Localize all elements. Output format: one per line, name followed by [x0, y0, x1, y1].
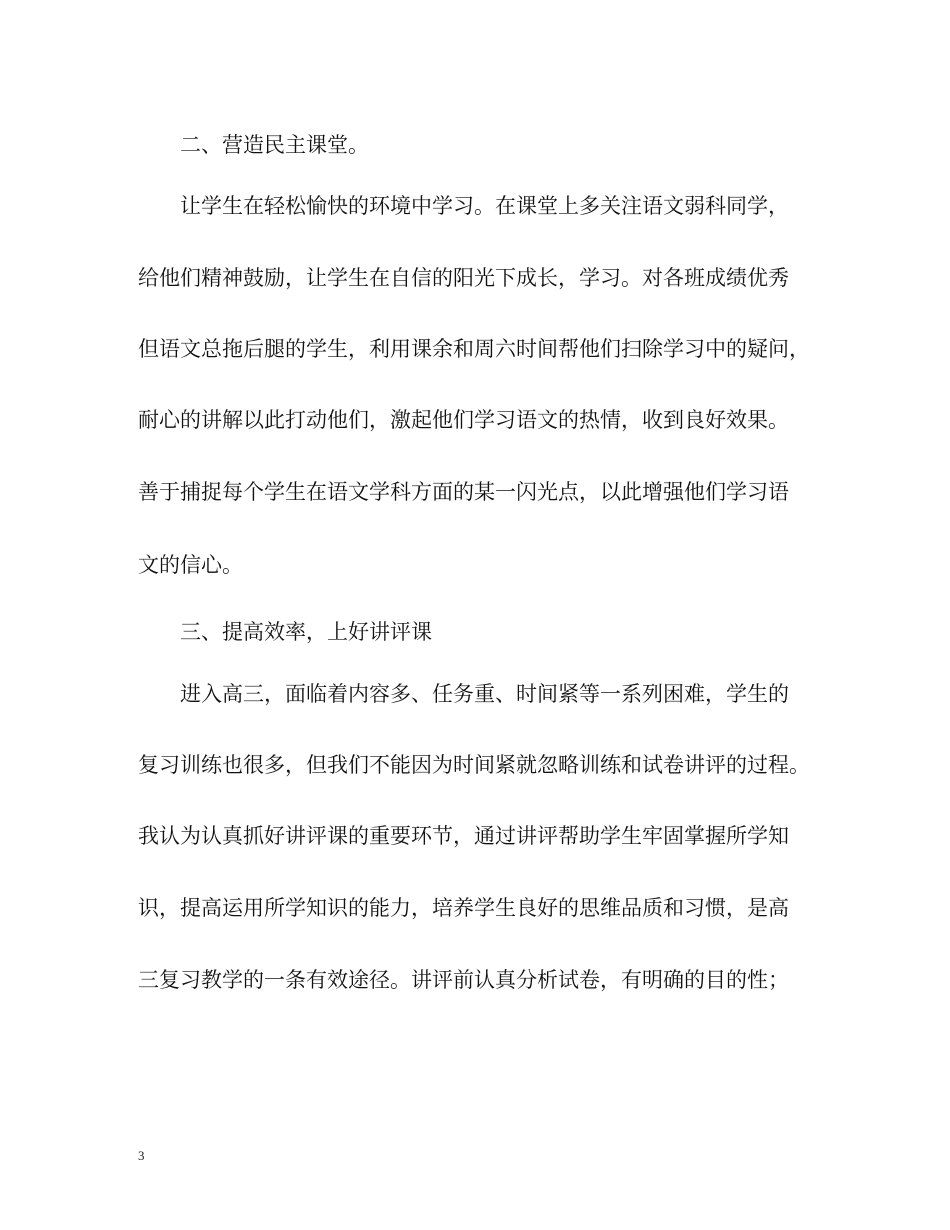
page-number: 3 — [138, 1148, 145, 1163]
paragraph-line: 文的信心。 — [138, 553, 243, 577]
paragraph-line: 三复习教学的一条有效途径。讲评前认真分析试卷，有明确的目的性； — [138, 968, 789, 992]
paragraph-line: 进入高三，面临着内容多、任务重、时间紧等一系列困难，学生的 — [180, 682, 789, 706]
paragraph-line: 我认为认真抓好讲评课的重要环节，通过讲评帮助学生牢固掌握所学知 — [138, 824, 789, 848]
paragraph-line: 给他们精神鼓励，让学生在自信的阳光下成长，学习。对各班成绩优秀 — [138, 266, 789, 290]
paragraph-line: 但语文总拖后腿的学生，利用课余和周六时间帮他们扫除学习中的疑问， — [138, 337, 810, 361]
paragraph-line: 复习训练也很多，但我们不能因为时间紧就忽略训练和试卷讲评的过程。 — [138, 753, 810, 777]
paragraph-line: 识，提高运用所学知识的能力，培养学生良好的思维品质和习惯，是高 — [138, 896, 789, 920]
paragraph-line: 耐心的讲解以此打动他们，激起他们学习语文的热情，收到良好效果。 — [138, 408, 789, 432]
section-heading-3: 三、提高效率，上好讲评课 — [180, 620, 432, 644]
paragraph-line: 让学生在轻松愉快的环境中学习。在课堂上多关注语文弱科同学， — [180, 194, 789, 218]
section-heading-2: 二、营造民主课堂。 — [180, 133, 369, 157]
paragraph-line: 善于捕捉每个学生在语文学科方面的某一闪光点，以此增强他们学习语 — [138, 480, 789, 504]
